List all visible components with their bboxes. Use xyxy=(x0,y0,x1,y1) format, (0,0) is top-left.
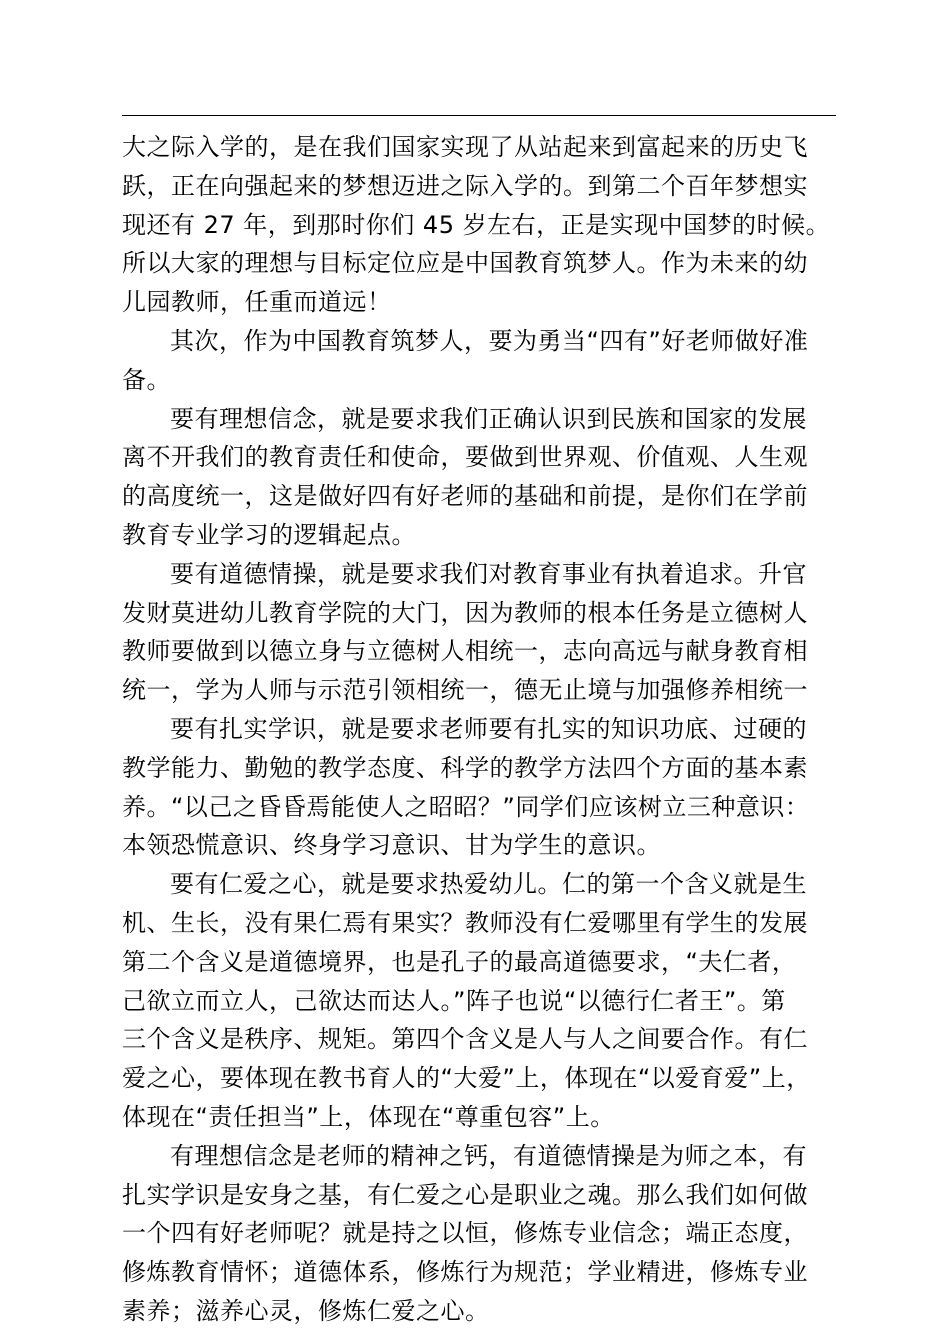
text-line: 大之际入学的，是在我们国家实现了从站起来到富起来的历史飞 xyxy=(122,133,808,161)
text-line: 统一，学为人师与示范引领相统一，德无止境与加强修养相统一 xyxy=(122,676,808,705)
text-line: 教师要做到以德立身与立德树人相统一，志向高远与献身教育相 xyxy=(122,637,808,666)
text-line: 发财莫进幼儿教育学院的大门，因为教师的根本任务是立德树人 xyxy=(122,598,808,627)
paragraph-start: 要有仁爱之心，就是要求热爱幼儿。仁的第一个含义就是生 xyxy=(170,870,807,899)
document-body xyxy=(122,128,862,1331)
text-line: 一个四有好老师呢？就是持之以恒，修炼专业信念；端正态度， xyxy=(122,1219,808,1248)
text-line: 现还有 27 年，到那时你们 45 岁左右，正是实现中国梦的时候。 xyxy=(122,210,831,239)
text-line: 教育专业学习的逻辑起点。 xyxy=(122,520,416,549)
text-line: 机、生长，没有果仁焉有果实？教师没有仁爱哪里有学生的发展 xyxy=(122,908,808,937)
text-line: 跃，正在向强起来的梦想迈进之际入学的。到第二个百年梦想实 xyxy=(122,171,808,200)
header-rule xyxy=(122,115,836,116)
text-line: 教学能力、勤勉的教学态度、科学的教学方法四个方面的基本素 xyxy=(122,753,808,782)
text-line: 第二个含义是道德境界，也是孔子的最高道德要求，“夫仁者， xyxy=(122,947,797,976)
text-line: 离不开我们的教育责任和使命，要做到世界观、价值观、人生观 xyxy=(122,443,808,472)
text-line: 素养；滋养心灵，修炼仁爱之心。 xyxy=(122,1296,490,1325)
text-line: 养。“以己之昏昏焉能使人之昭昭？”同学们应该树立三种意识： xyxy=(122,792,810,821)
paragraph-start: 有理想信念是老师的精神之钙，有道德情操是为师之本，有 xyxy=(170,1141,807,1170)
text-line: 扎实学识是安身之基，有仁爱之心是职业之魂。那么我们如何做 xyxy=(122,1180,808,1209)
paragraph-start: 要有扎实学识，就是要求老师要有扎实的知识功底、过硬的 xyxy=(170,714,807,743)
text-line: 本领恐慌意识、终身学习意识、甘为学生的意识。 xyxy=(122,831,661,860)
text-line: 儿园教师，任重而道远！ xyxy=(122,288,392,317)
text-line: 爱之心，要体现在教书育人的“大爱”上，体现在“以爱育爱”上， xyxy=(122,1064,811,1093)
text-line: 三个含义是秩序、规矩。第四个含义是人与人之间要合作。有仁 xyxy=(122,1025,808,1054)
text-line: 体现在“责任担当”上，体现在“尊重包容”上。 xyxy=(122,1102,615,1131)
paragraph-start: 要有理想信念，就是要求我们正确认识到民族和国家的发展 xyxy=(170,404,807,433)
paragraph-start: 要有道德情操，就是要求我们对教育事业有执着追求。升官 xyxy=(170,559,807,588)
text-line: 修炼教育情怀；道德体系，修炼行为规范；学业精进，修炼专业 xyxy=(122,1258,808,1287)
text-line: 备。 xyxy=(122,365,171,394)
text-line: 的高度统一，这是做好四有好老师的基础和前提，是你们在学前 xyxy=(122,482,808,511)
paragraph-start: 其次，作为中国教育筑梦人，要为勇当“四有”好老师做好准 xyxy=(170,326,809,355)
text-line: 所以大家的理想与目标定位应是中国教育筑梦人。作为未来的幼 xyxy=(122,249,808,278)
text-line: 己欲立而立人，己欲达而达人。”阵子也说“以德行仁者王”。第 xyxy=(122,986,786,1015)
